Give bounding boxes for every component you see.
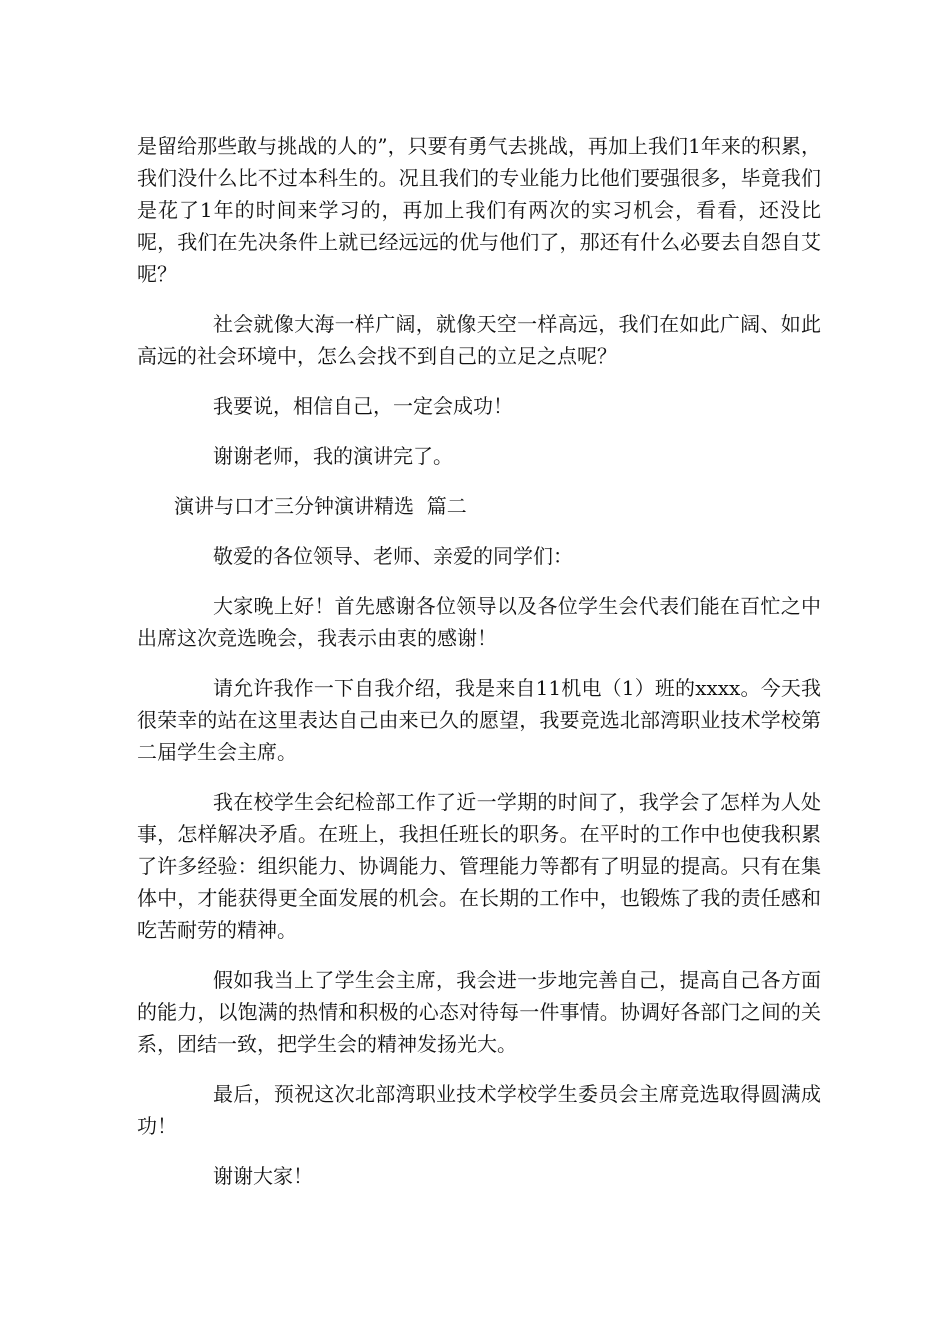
paragraph-society: 社会就像大海一样广阔，就像天空一样高远，我们在如此广阔、如此高远的社会环境中，怎么会找不到自己的立足之点呢？ xyxy=(137,312,821,368)
paragraph-greeting: 大家晚上好！首先感谢各位领导以及各位学生会代表们能在百忙之中出席这次竞选晚会，我表示由衷的感谢！ xyxy=(137,594,821,650)
document-body xyxy=(137,130,821,1210)
paragraph-salutation: 敬爱的各位领导、老师、亲爱的同学们： xyxy=(213,544,573,568)
paragraph-introduction: 请允许我作一下自我介绍，我是来自11机电（1）班的xxxx。今天我很荣幸的站在这里表达自己由来已久的愿望，我要竞选北部湾职业技术学校第二届学生会主席。 xyxy=(137,676,821,764)
paragraph-wish: 最后，预祝这次北部湾职业技术学校学生委员会主席竞选取得圆满成功！ xyxy=(137,1082,821,1138)
paragraph-thanks-teacher: 谢谢老师，我的演讲完了。 xyxy=(213,444,453,468)
paragraph-experience: 我在校学生会纪检部工作了近一学期的时间了，我学会了怎样为人处事，怎样解决矛盾。在班上，我担任班长的职务。在平时的工作中也使我积累了许多经验：组织能力、协调能力、管理能力等都有了明显的提高。只有在集体中，才能获得更全面发展的机会。在长期的工作中，也锻炼了我的责任感和吃苦耐劳的精神。 xyxy=(137,790,821,942)
paragraph-thanks-all: 谢谢大家！ xyxy=(213,1164,313,1188)
paragraph-plan: 假如我当上了学生会主席，我会进一步地完善自己，提高自己各方面的能力，以饱满的热情和积极的心态对待每一件事情。协调好各部门之间的关系，团结一致，把学生会的精神发扬光大。 xyxy=(137,968,821,1056)
paragraph-believe: 我要说，相信自己，一定会成功！ xyxy=(213,394,513,418)
paragraph-continuation: 是留给那些敢与挑战的人的”，只要有勇气去挑战，再加上我们1年来的积累，我们没什么比不过本科生的。况且我们的专业能力比他们要强很多，毕竟我们是花了1年的时间来学习的，再加上我们有两次的实习机会，看看，还没比呢，我们在先决条件上就已经远远的优与他们了，那还有什么必要去自怨自艾呢？ xyxy=(137,134,821,286)
section-title: 演讲与口才三分钟演讲精选 篇二 xyxy=(174,494,467,518)
